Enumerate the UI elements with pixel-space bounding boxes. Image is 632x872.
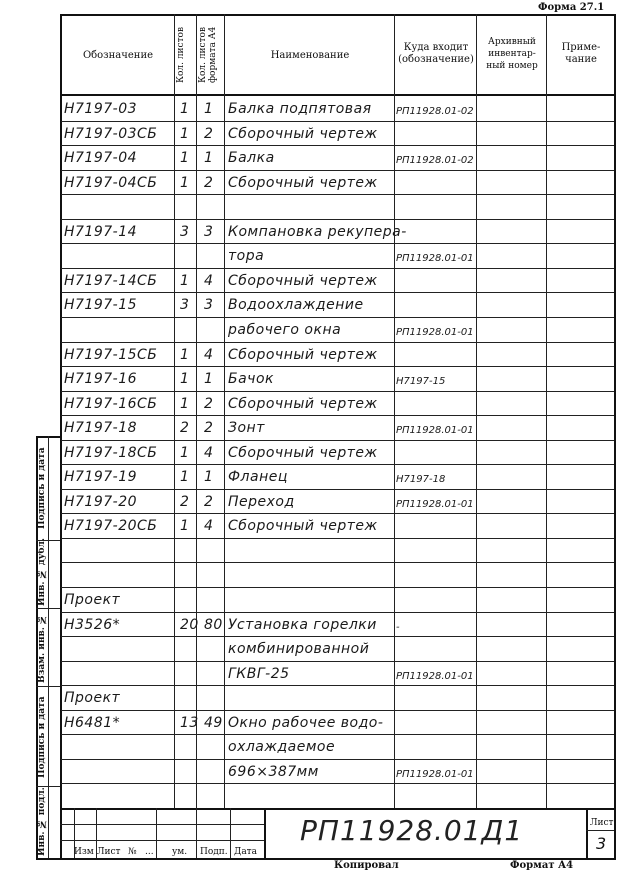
row-name: Сборочный чертеж	[228, 175, 378, 191]
row-line	[61, 317, 614, 318]
row-line	[61, 145, 614, 146]
tb-col	[586, 808, 588, 858]
tb-row	[60, 840, 264, 841]
row-line	[61, 121, 614, 122]
tb-row	[586, 830, 614, 831]
form-label: Форма 27.1	[538, 2, 605, 13]
side-label-inv-orig: Инв. № подл.	[37, 787, 47, 856]
row-name: Балка подпятовая	[228, 101, 372, 117]
row-sheet-count: 20	[180, 617, 199, 633]
row-sheet-count: 1	[180, 175, 190, 191]
col-line	[224, 14, 225, 808]
row-line	[61, 243, 614, 244]
row-sheet-count-a4: 3	[204, 224, 214, 240]
row-line	[61, 219, 614, 220]
row-used-in: Н7197-15	[396, 376, 446, 387]
row-name: Сборочный чертеж	[228, 126, 378, 142]
row-sheet-count-a4: 2	[204, 175, 214, 191]
row-designation: Н7197-18	[64, 420, 138, 436]
row-name: охлаждаемое	[228, 739, 336, 755]
header-designation: Обозначение	[82, 50, 154, 61]
header-divider	[60, 94, 614, 96]
row-sheet-count: 1	[180, 518, 190, 534]
row-sheet-count: 1	[180, 150, 190, 166]
row-sheet-count-a4: 1	[204, 150, 214, 166]
row-name: комбинированной	[228, 641, 370, 657]
document-number: РП11928.01Д1	[300, 814, 524, 847]
footer-format: Формат А4	[510, 860, 574, 871]
row-line	[61, 734, 614, 735]
row-name: рабочего окна	[228, 322, 342, 338]
row-line	[61, 415, 614, 416]
header-sheet-count: Кол. листов	[176, 26, 186, 84]
row-sheet-count-a4: 80	[204, 617, 223, 633]
col-line	[546, 14, 547, 808]
row-sheet-count-a4: 1	[204, 101, 214, 117]
row-name: Сборочный чертеж	[228, 518, 378, 534]
row-sheet-count-a4: 3	[204, 297, 214, 313]
row-name: Сборочный чертеж	[228, 445, 378, 461]
row-line	[61, 513, 614, 514]
row-sheet-count: 13	[180, 715, 199, 731]
row-sheet-count: 2	[180, 420, 190, 436]
tb-col-num: №	[128, 847, 137, 857]
frame-left	[60, 14, 62, 858]
row-name: Зонт	[228, 420, 265, 436]
tb-col	[230, 808, 231, 858]
frame-top	[60, 14, 616, 16]
row-sheet-count: 1	[180, 347, 190, 363]
title-block-top	[60, 808, 614, 810]
row-line	[61, 759, 614, 760]
row-sheet-count-a4: 2	[204, 420, 214, 436]
header-name: Наименование	[270, 50, 350, 61]
side-col-line	[48, 436, 49, 858]
tb-col-dots: ...	[145, 847, 154, 857]
frame-right	[614, 14, 616, 858]
row-sheet-count-a4: 49	[204, 715, 223, 731]
row-sheet-count: 3	[180, 297, 190, 313]
tb-col	[156, 808, 157, 858]
tb-col-sign: Подп.	[200, 847, 228, 857]
row-line	[61, 562, 614, 563]
row-sheet-count: 2	[180, 494, 190, 510]
header-archive: Архивный инвентар- ный номер	[486, 37, 538, 71]
row-line	[61, 783, 614, 784]
row-line	[61, 464, 614, 465]
row-sheet-count-a4: 4	[204, 347, 214, 363]
col-line	[476, 14, 477, 808]
tb-col-um: ум.	[172, 847, 188, 857]
row-name: Сборочный чертеж	[228, 347, 378, 363]
row-line	[61, 268, 614, 269]
row-sheet-count: 1	[180, 396, 190, 412]
row-designation: Н7197-20СБ	[64, 518, 158, 534]
row-line	[61, 366, 614, 367]
row-designation: Н7197-16	[64, 371, 138, 387]
row-used-in: РП11928.01-01	[396, 671, 474, 682]
row-sheet-count: 1	[180, 469, 190, 485]
row-name: 696×387мм	[228, 764, 319, 780]
row-name: Сборочный чертеж	[228, 273, 378, 289]
row-designation: Н7197-15СБ	[64, 347, 158, 363]
row-designation: Проект	[64, 592, 121, 608]
row-used-in: РП11928.01-01	[396, 327, 474, 338]
row-name: Установка горелки	[228, 617, 377, 633]
tb-col	[196, 808, 197, 858]
row-designation: Н7197-18СБ	[64, 445, 158, 461]
row-designation: Н7197-20	[64, 494, 138, 510]
row-sheet-count: 1	[180, 371, 190, 387]
row-sheet-count-a4: 4	[204, 518, 214, 534]
header-sheet-count-a4: Кол. листов формата А4	[198, 26, 218, 84]
row-designation: Н7197-03	[64, 101, 138, 117]
row-name: Сборочный чертеж	[228, 396, 378, 412]
tb-row	[60, 824, 264, 825]
row-sheet-count-a4: 4	[204, 273, 214, 289]
row-sheet-count: 1	[180, 101, 190, 117]
row-line	[61, 342, 614, 343]
row-used-in: РП11928.01-02	[396, 106, 474, 117]
row-designation: Н7197-04СБ	[64, 175, 158, 191]
row-designation: Н7197-14СБ	[64, 273, 158, 289]
row-line	[61, 440, 614, 441]
row-name: Бачок	[228, 371, 274, 387]
tb-col-list: Лист	[97, 847, 121, 857]
tb-col-izm: Изм	[74, 847, 94, 857]
row-designation: Н7197-16СБ	[64, 396, 158, 412]
row-line	[61, 685, 614, 686]
col-line	[196, 14, 197, 808]
header-used-in: Куда входит (обозначение)	[398, 42, 474, 65]
tb-col-date: Дата	[234, 847, 258, 857]
row-sheet-count-a4: 4	[204, 445, 214, 461]
row-line	[61, 194, 614, 195]
row-used-in: РП11928.01-01	[396, 425, 474, 436]
side-label-sign-date: Подпись и дата	[37, 696, 47, 778]
row-designation: Н3526*	[64, 617, 121, 633]
row-sheet-count: 3	[180, 224, 190, 240]
row-used-in: -	[396, 622, 400, 633]
row-designation: Проект	[64, 690, 121, 706]
row-sheet-count-a4: 2	[204, 396, 214, 412]
side-label-replace-inv: Взам. инв. №	[37, 613, 47, 683]
row-name: Окно рабочее водо-	[228, 715, 384, 731]
row-line	[61, 292, 614, 293]
col-line	[394, 14, 395, 808]
row-sheet-count: 1	[180, 126, 190, 142]
row-name: Балка	[228, 150, 275, 166]
tb-col	[264, 808, 266, 858]
sheet-number: 3	[596, 834, 607, 853]
row-sheet-count-a4: 1	[204, 469, 214, 485]
row-line	[61, 612, 614, 613]
row-designation: Н7197-03СБ	[64, 126, 158, 142]
row-line	[61, 489, 614, 490]
row-line	[61, 661, 614, 662]
side-label-sign-date-top: Подпись и дата	[37, 447, 47, 529]
side-row-line	[36, 608, 60, 609]
row-name: тора	[228, 248, 265, 264]
footer-copied: Копировал	[334, 860, 399, 871]
row-used-in: РП11928.01-01	[396, 499, 474, 510]
row-designation: Н7197-14	[64, 224, 138, 240]
row-designation: Н6481*	[64, 715, 121, 731]
row-line	[61, 538, 614, 539]
sheet-label: Лист	[590, 818, 614, 828]
row-designation: Н7197-19	[64, 469, 138, 485]
row-name: Переход	[228, 494, 295, 510]
side-row-line	[36, 686, 60, 687]
row-sheet-count-a4: 2	[204, 126, 214, 142]
row-sheet-count: 1	[180, 273, 190, 289]
row-name: Компановка рекупера-	[228, 224, 407, 240]
row-line	[61, 587, 614, 588]
row-name: Водоохлаждение	[228, 297, 364, 313]
col-line	[174, 14, 175, 808]
row-used-in: Н7197-18	[396, 474, 446, 485]
row-used-in: РП11928.01-01	[396, 253, 474, 264]
row-designation: Н7197-15	[64, 297, 138, 313]
row-line	[61, 636, 614, 637]
row-sheet-count-a4: 1	[204, 371, 214, 387]
header-note: Приме- чание	[561, 42, 601, 65]
row-name: ГКВГ-25	[228, 666, 290, 682]
row-designation: Н7197-04	[64, 150, 138, 166]
row-line	[61, 710, 614, 711]
row-used-in: РП11928.01-01	[396, 769, 474, 780]
row-name: Фланец	[228, 469, 288, 485]
row-sheet-count-a4: 2	[204, 494, 214, 510]
row-used-in: РП11928.01-02	[396, 155, 474, 166]
row-line	[61, 170, 614, 171]
side-label-dup-inv: Инв. № дубл.	[37, 538, 47, 606]
row-sheet-count: 1	[180, 445, 190, 461]
row-line	[61, 391, 614, 392]
